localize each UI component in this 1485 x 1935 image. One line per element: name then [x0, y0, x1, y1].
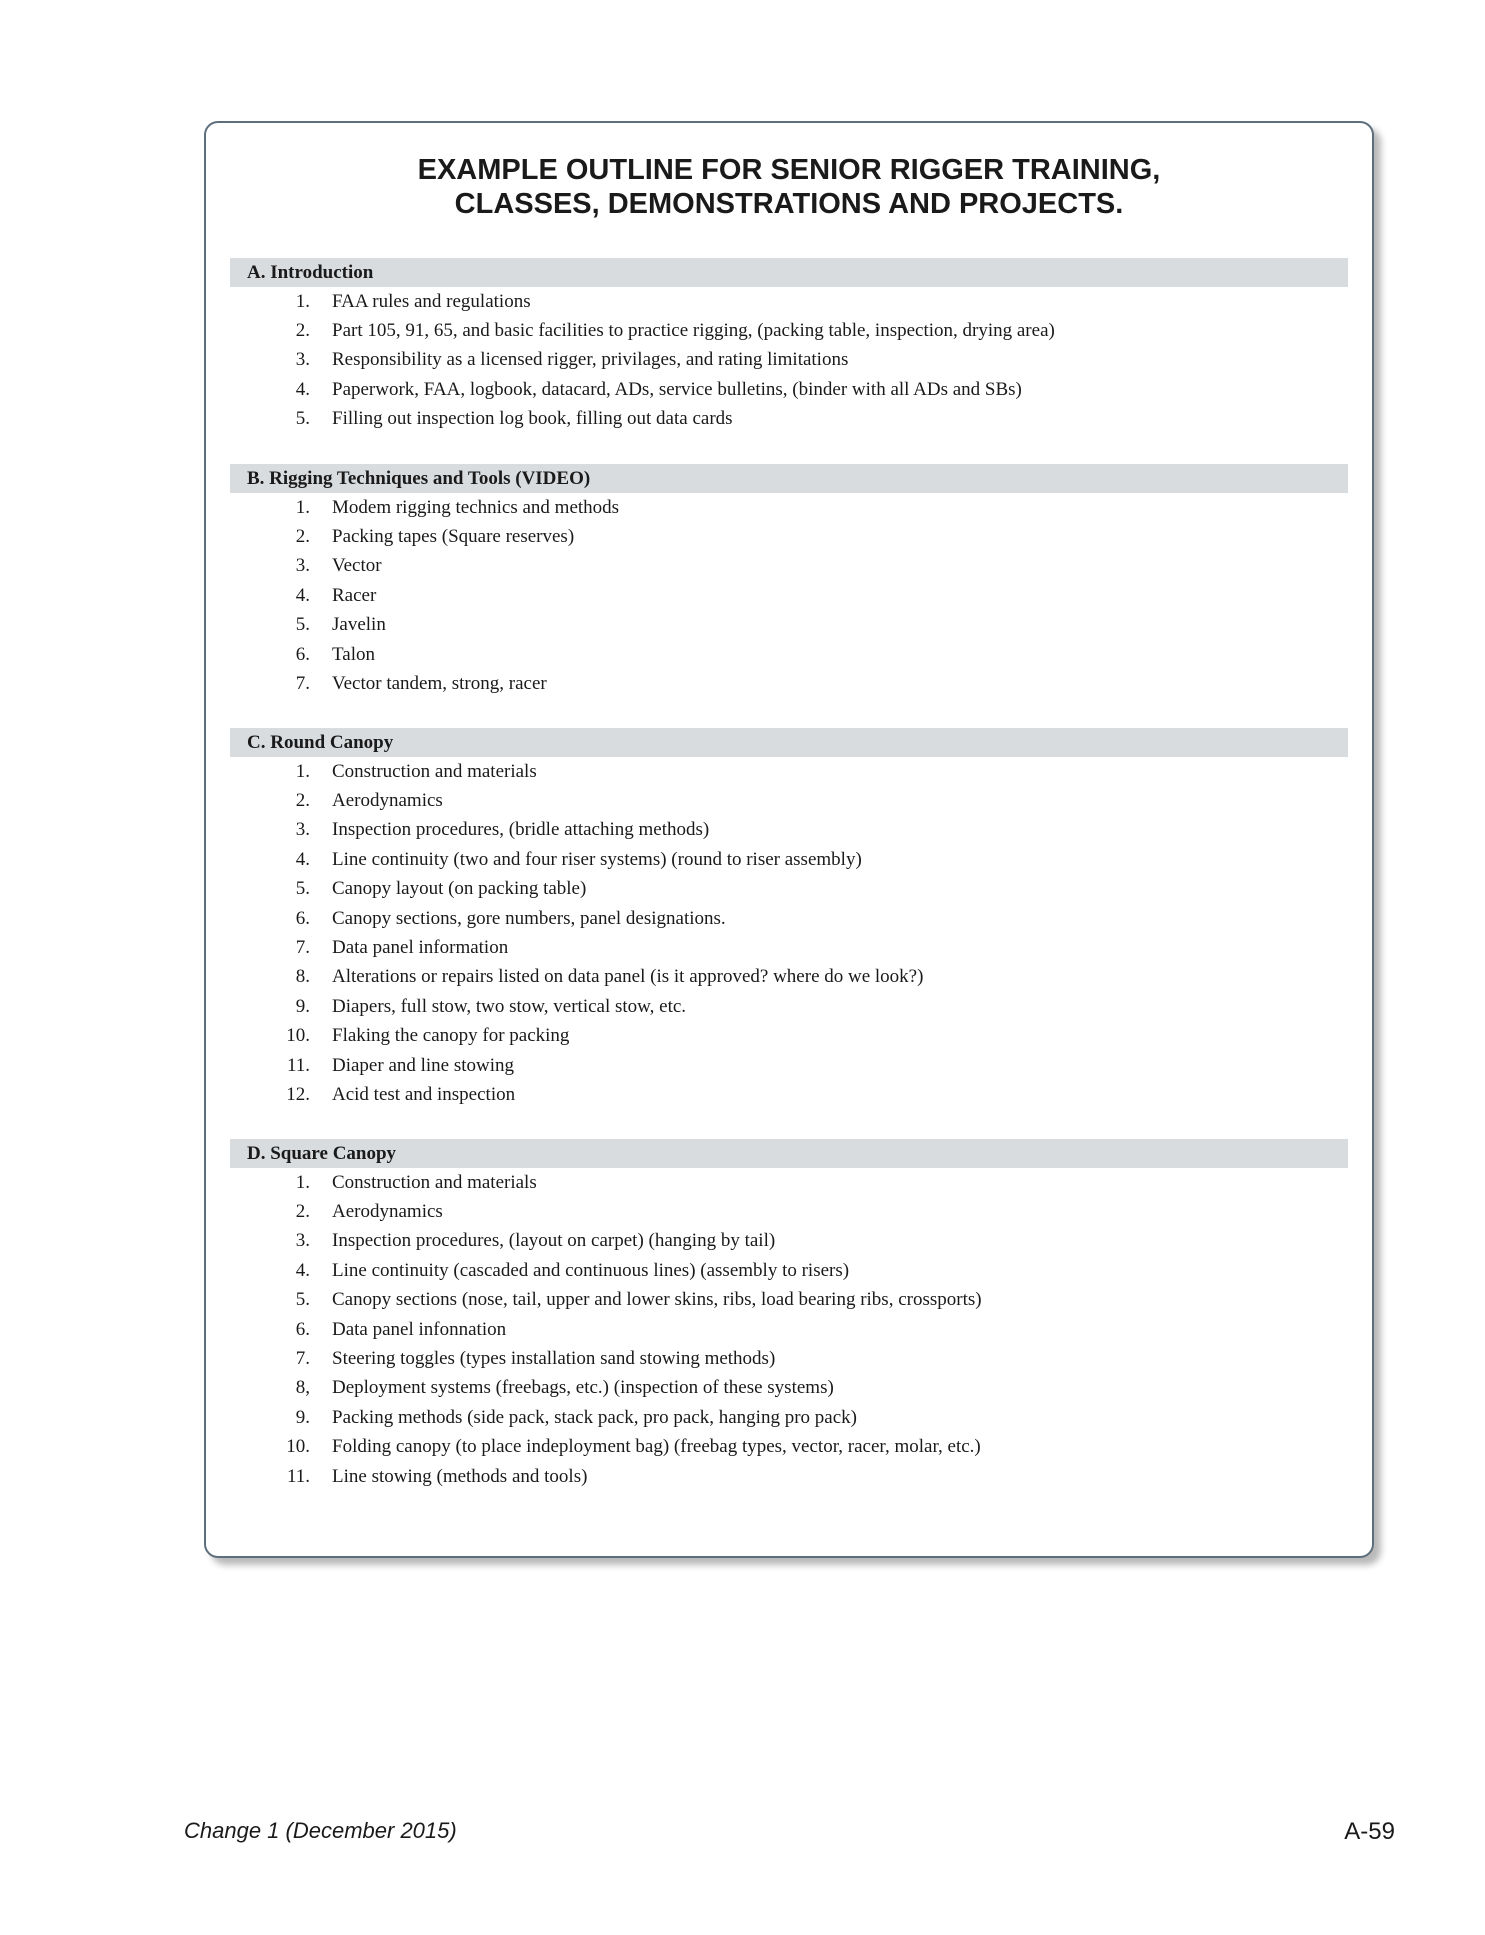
section-square-canopy [230, 1139, 1348, 1491]
list-item [230, 963, 1348, 992]
page-number: A-59 [1344, 1818, 1395, 1845]
item-number: 6. [295, 643, 310, 665]
list-item [230, 875, 1348, 904]
item-text: Diaper and line stowing [332, 1054, 515, 1076]
footer-change-note: Change 1 (December 2015) [184, 1818, 457, 1843]
list-item [230, 611, 1348, 640]
item-number: 2. [295, 1201, 310, 1223]
list-item [230, 933, 1348, 962]
item-number: 7. [295, 673, 310, 695]
list-item [230, 1462, 1348, 1491]
item-number: 5. [295, 408, 310, 430]
section-header: A. Introduction [230, 258, 1348, 287]
list-item [230, 1403, 1348, 1432]
list-item [230, 757, 1348, 786]
item-text: Line continuity (cascaded and continuous lines) (assembly to risers) [332, 1259, 850, 1281]
list-item [230, 1374, 1348, 1403]
item-number: 5. [295, 614, 310, 636]
list-item [230, 316, 1348, 345]
item-number: 11. [286, 1465, 310, 1487]
item-text: Responsibility as a licensed rigger, privilages, and rating limitations [332, 349, 849, 371]
item-number: 1. [295, 760, 310, 782]
item-number: 8. [295, 966, 310, 988]
item-number: 11. [286, 1054, 310, 1076]
list-item [230, 1080, 1348, 1109]
list-item [230, 669, 1348, 698]
item-text: Construction and materials [332, 1171, 537, 1193]
item-text: Deployment systems (freebags, etc.) (inspection of these systems) [332, 1377, 834, 1399]
list-item [230, 405, 1348, 434]
item-number: 9. [295, 995, 310, 1017]
item-number: 1. [295, 496, 310, 518]
item-text: Line stowing (methods and tools) [332, 1465, 588, 1487]
list-item [230, 904, 1348, 933]
item-text: Data panel information [332, 937, 509, 959]
item-number: 7. [295, 937, 310, 959]
item-number: 6. [295, 907, 310, 929]
list-item [230, 1344, 1348, 1373]
section-round-canopy [230, 728, 1348, 1110]
list-item [230, 493, 1348, 522]
item-number: 1. [295, 1171, 310, 1193]
page-title [206, 153, 1372, 221]
item-number: 2. [295, 526, 310, 548]
item-number: 2. [295, 790, 310, 812]
item-text: Canopy sections, gore numbers, panel designations. [332, 907, 726, 929]
item-text: Data panel infonnation [332, 1318, 507, 1340]
list-item [230, 992, 1348, 1021]
item-text: Aerodynamics [332, 1201, 443, 1223]
item-text: Acid test and inspection [332, 1083, 516, 1105]
list-item [230, 1197, 1348, 1226]
list-item [230, 640, 1348, 669]
item-number: 3. [295, 819, 310, 841]
item-text: Canopy sections (nose, tail, upper and lower skins, ribs, load bearing ribs, crossports) [332, 1289, 982, 1311]
list-item [230, 1227, 1348, 1256]
item-number: 5. [295, 878, 310, 900]
list-item [230, 845, 1348, 874]
item-text: Steering toggles (types installation sand stowing methods) [332, 1348, 776, 1370]
item-text: Vector tandem, strong, racer [332, 673, 547, 695]
item-text: Canopy layout (on packing table) [332, 878, 587, 900]
section-header: B. Rigging Techniques and Tools (VIDEO) [230, 464, 1348, 493]
list-item [230, 552, 1348, 581]
list-item [230, 1168, 1348, 1197]
section-rigging-techniques [230, 464, 1348, 699]
list-item [230, 375, 1348, 404]
list-item [230, 1256, 1348, 1285]
list-item [230, 346, 1348, 375]
list-item [230, 1051, 1348, 1080]
item-number: 4. [295, 584, 310, 606]
list-item [230, 287, 1348, 316]
list-item [230, 816, 1348, 845]
item-number: 7. [295, 1348, 310, 1370]
title-line-1: EXAMPLE OUTLINE FOR SENIOR RIGGER TRAINING, [417, 154, 1161, 186]
item-text: Modem rigging technics and methods [332, 496, 620, 518]
item-number: 4. [295, 1259, 310, 1281]
item-text: Construction and materials [332, 760, 537, 782]
list-item [230, 1286, 1348, 1315]
title-line-2: CLASSES, DEMONSTRATIONS AND PROJECTS. [454, 188, 1124, 220]
item-text: Aerodynamics [332, 790, 443, 812]
item-text: Paperwork, FAA, logbook, datacard, ADs, service bulletins, (binder with all ADs and SBs) [332, 378, 1022, 400]
item-text: Alterations or repairs listed on data panel (is it approved? where do we look?) [332, 966, 924, 988]
item-number: 3. [295, 555, 310, 577]
item-text: Folding canopy (to place indeployment bag) (freebag types, vector, racer, molar, etc.) [332, 1436, 981, 1458]
item-text: Flaking the canopy for packing [332, 1025, 570, 1047]
item-text: Part 105, 91, 65, and basic facilities to practice rigging, (packing table, inspection, drying area) [332, 320, 1055, 342]
item-number: 1. [295, 290, 310, 312]
section-introduction [230, 258, 1348, 434]
item-text: Racer [332, 584, 377, 606]
item-number: 2. [295, 320, 310, 342]
list-item [230, 1433, 1348, 1462]
item-text: Javelin [332, 614, 386, 636]
item-text: Packing methods (side pack, stack pack, pro pack, hanging pro pack) [332, 1406, 857, 1428]
section-header: D. Square Canopy [230, 1139, 1348, 1168]
item-text: Filling out inspection log book, filling out data cards [332, 408, 733, 430]
item-number: 10. [286, 1025, 310, 1047]
list-item [230, 786, 1348, 815]
item-number: 12. [286, 1083, 310, 1105]
item-text: Talon [332, 643, 375, 665]
list-item [230, 1022, 1348, 1051]
item-text: Line continuity (two and four riser systems) (round to riser assembly) [332, 848, 862, 870]
item-number: 8, [295, 1377, 310, 1399]
item-text: Inspection procedures, (bridle attaching methods) [332, 819, 710, 841]
item-text: Diapers, full stow, two stow, vertical stow, etc. [332, 995, 687, 1017]
item-number: 4. [295, 848, 310, 870]
item-number: 3. [295, 1230, 310, 1252]
item-number: 3. [295, 349, 310, 371]
item-number: 4. [295, 378, 310, 400]
section-header: C. Round Canopy [230, 728, 1348, 757]
item-number: 10. [286, 1436, 310, 1458]
item-text: Packing tapes (Square reserves) [332, 526, 575, 548]
item-number: 9. [295, 1406, 310, 1428]
item-text: Vector [332, 555, 382, 577]
list-item [230, 581, 1348, 610]
item-number: 5. [295, 1289, 310, 1311]
item-number: 6. [295, 1318, 310, 1340]
item-text: Inspection procedures, (layout on carpet) (hanging by tail) [332, 1230, 776, 1252]
list-item [230, 522, 1348, 551]
outline-box [204, 121, 1374, 1558]
list-item [230, 1315, 1348, 1344]
item-text: FAA rules and regulations [332, 290, 531, 312]
